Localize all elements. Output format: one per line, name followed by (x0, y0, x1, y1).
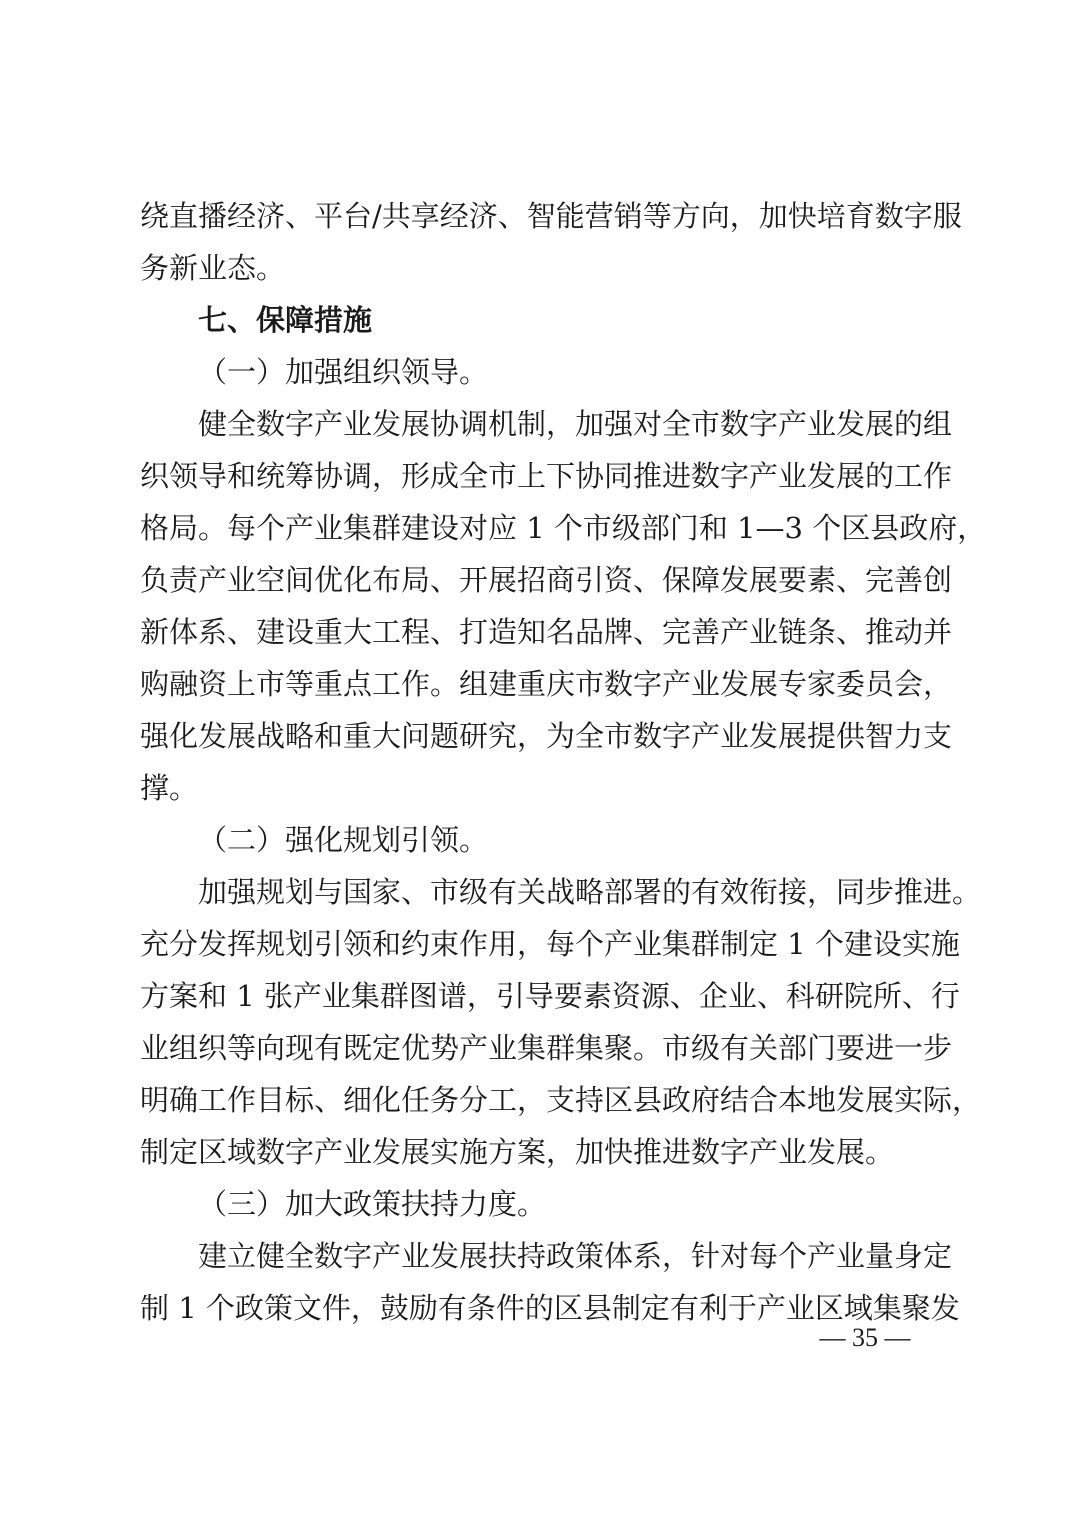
subsection-heading: （二）强化规划引领。 (198, 823, 489, 857)
section-heading: 七、保障措施 (198, 303, 373, 337)
body-line: 负责产业空间优化布局、开展招商引资、保障发展要素、完善创 (140, 563, 953, 597)
body-line: 强化发展战略和重大问题研究，为全市数字产业发展提供智力支 (140, 719, 953, 753)
body-line: 织领导和统筹协调，形成全市上下协同推进数字产业发展的工作 (140, 459, 953, 493)
body-line: 加强规划与国家、市级有关战略部署的有效衔接，同步推进。 (198, 875, 982, 909)
body-line: 充分发挥规划引领和约束作用，每个产业集群制定 1 个建设实施 (140, 927, 960, 961)
body-line: 建立健全数字产业发展扶持政策体系，针对每个产业量身定 (198, 1239, 953, 1273)
body-line: 绕直播经济、平台/共享经济、智能营销等方向，加快培育数字服 (140, 199, 962, 233)
body-line: 购融资上市等重点工作。组建重庆市数字产业发展专家委员会， (140, 667, 953, 701)
body-line: 格局。每个产业集群建设对应 1 个市级部门和 1—3 个区县政府， (140, 511, 987, 545)
body-line: 务新业态。 (140, 251, 286, 285)
body-line: 方案和 1 张产业集群图谱，引导要素资源、企业、科研院所、行 (140, 979, 960, 1013)
body-line: 业组织等向现有既定优势产业集群集聚。市级有关部门要进一步 (140, 1031, 953, 1065)
body-line: 制 1 个政策文件，鼓励有条件的区县制定有利于产业区域集聚发 (140, 1291, 960, 1325)
body-line: 明确工作目标、细化任务分工，支持区县政府结合本地发展实际， (140, 1083, 982, 1117)
body-line: 撑。 (140, 771, 199, 805)
body-line: 制定区域数字产业发展实施方案，加快推进数字产业发展。 (140, 1135, 895, 1169)
body-line: 健全数字产业发展协调机制，加强对全市数字产业发展的组 (198, 407, 953, 441)
body-line: 新体系、建设重大工程、打造知名品牌、完善产业链条、推动并 (140, 615, 953, 649)
subsection-heading: （三）加大政策扶持力度。 (198, 1187, 547, 1221)
page-number: — 35 — (819, 1323, 911, 1352)
subsection-heading: （一）加强组织领导。 (198, 355, 489, 389)
